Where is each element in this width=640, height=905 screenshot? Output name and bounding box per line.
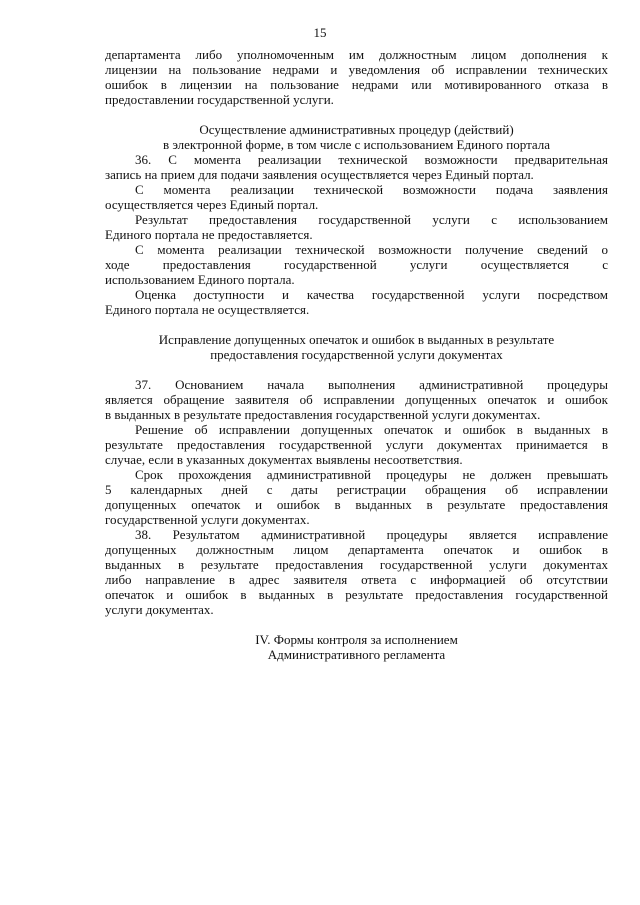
text-line: департамента либо уполномоченным им должностным лицом дополнения к (105, 47, 608, 62)
text-line: ошибок в лицензии на пользование недрами или мотивированного отказа в (105, 77, 608, 92)
text-line: допущенных должностным лицом департамента опечаток и ошибок в (105, 542, 608, 557)
text-line: 36. С момента реализации технической возможности предварительная (135, 152, 608, 167)
paragraph-36-info (105, 242, 608, 287)
text-line: осуществляется через Единый портал. (105, 197, 319, 212)
paragraph-37-decision (105, 422, 608, 467)
text-line: Единого портала не предоставляется. (105, 227, 313, 242)
paragraph-36-result (105, 212, 608, 242)
text-line: запись на прием для подачи заявления осуществляется через Единый портал. (105, 167, 534, 182)
section-heading-control (105, 632, 608, 662)
paragraph-37-deadline (105, 467, 608, 527)
paragraph-38 (105, 527, 608, 617)
text-line: является обращение заявителя об исправлении допущенных опечаток и ошибок (105, 392, 608, 407)
text-line: услуги документах. (105, 602, 214, 617)
heading-line: Административного регламента (267, 647, 446, 662)
heading-line: IV. Формы контроля за исполнением (255, 632, 458, 647)
heading-line: Исправление допущенных опечаток и ошибок в выданных в результате (158, 332, 555, 347)
paragraph-36-quality (105, 287, 608, 317)
text-line: Результат предоставления государственной услуги с использованием (135, 212, 608, 227)
text-line: Единого портала не осуществляется. (105, 302, 310, 317)
text-line: государственной услуги документах. (105, 512, 310, 527)
section-heading-electronic (105, 122, 608, 152)
text-line: допущенных опечаток и ошибок в выданных в результате предоставления (105, 497, 608, 512)
paragraph-36 (105, 152, 608, 182)
section-heading-corrections (105, 332, 608, 362)
text-line: либо направление в адрес заявителя ответа с информацией об отсутствии (105, 572, 608, 587)
heading-line: в электронной форме, в том числе с использованием Единого портала (162, 137, 551, 152)
text-line: использованием Единого портала. (105, 272, 295, 287)
text-line: 5 календарных дней с даты регистрации обращения об исправлении (105, 482, 608, 497)
text-line: С момента реализации технической возможности получение сведений о (135, 242, 608, 257)
text-line: в выданных в результате предоставления государственной услуги документах. (105, 407, 541, 422)
text-line: предоставлении государственной услуги. (105, 92, 334, 107)
text-line: ходе предоставления государственной услуги осуществляется с (105, 257, 608, 272)
paragraph-continuation (105, 47, 608, 107)
text-line: Срок прохождения административной процедуры не должен превышать (135, 467, 608, 482)
text-line: 37. Основанием начала выполнения административной процедуры (135, 377, 608, 392)
paragraph-36-submission (105, 182, 608, 212)
text-line: выданных в результате предоставления государственной услуги документах (105, 557, 608, 572)
text-line: опечаток и ошибок в выданных в результате предоставления государственной (105, 587, 608, 602)
text-line: С момента реализации технической возможности подача заявления (135, 182, 608, 197)
heading-line: предоставления государственной услуги документах (210, 347, 503, 362)
text-line: случае, если в указанных документах выявлены несоответствия. (105, 452, 463, 467)
document-body (105, 47, 608, 662)
paragraph-37 (105, 377, 608, 422)
text-line: результате предоставления государственной услуги документах принимается в (105, 437, 608, 452)
text-line: Решение об исправлении допущенных опечаток и ошибок в выданных в (135, 422, 608, 437)
text-line: Оценка доступности и качества государственной услуги посредством (135, 287, 608, 302)
page-number: 15 (313, 25, 327, 40)
text-line: 38. Результатом административной процедуры является исправление (135, 527, 608, 542)
text-line: лицензии на пользование недрами и уведомления об исправлении технических (105, 62, 608, 77)
heading-line: Осуществление административных процедур (действий) (199, 122, 514, 137)
